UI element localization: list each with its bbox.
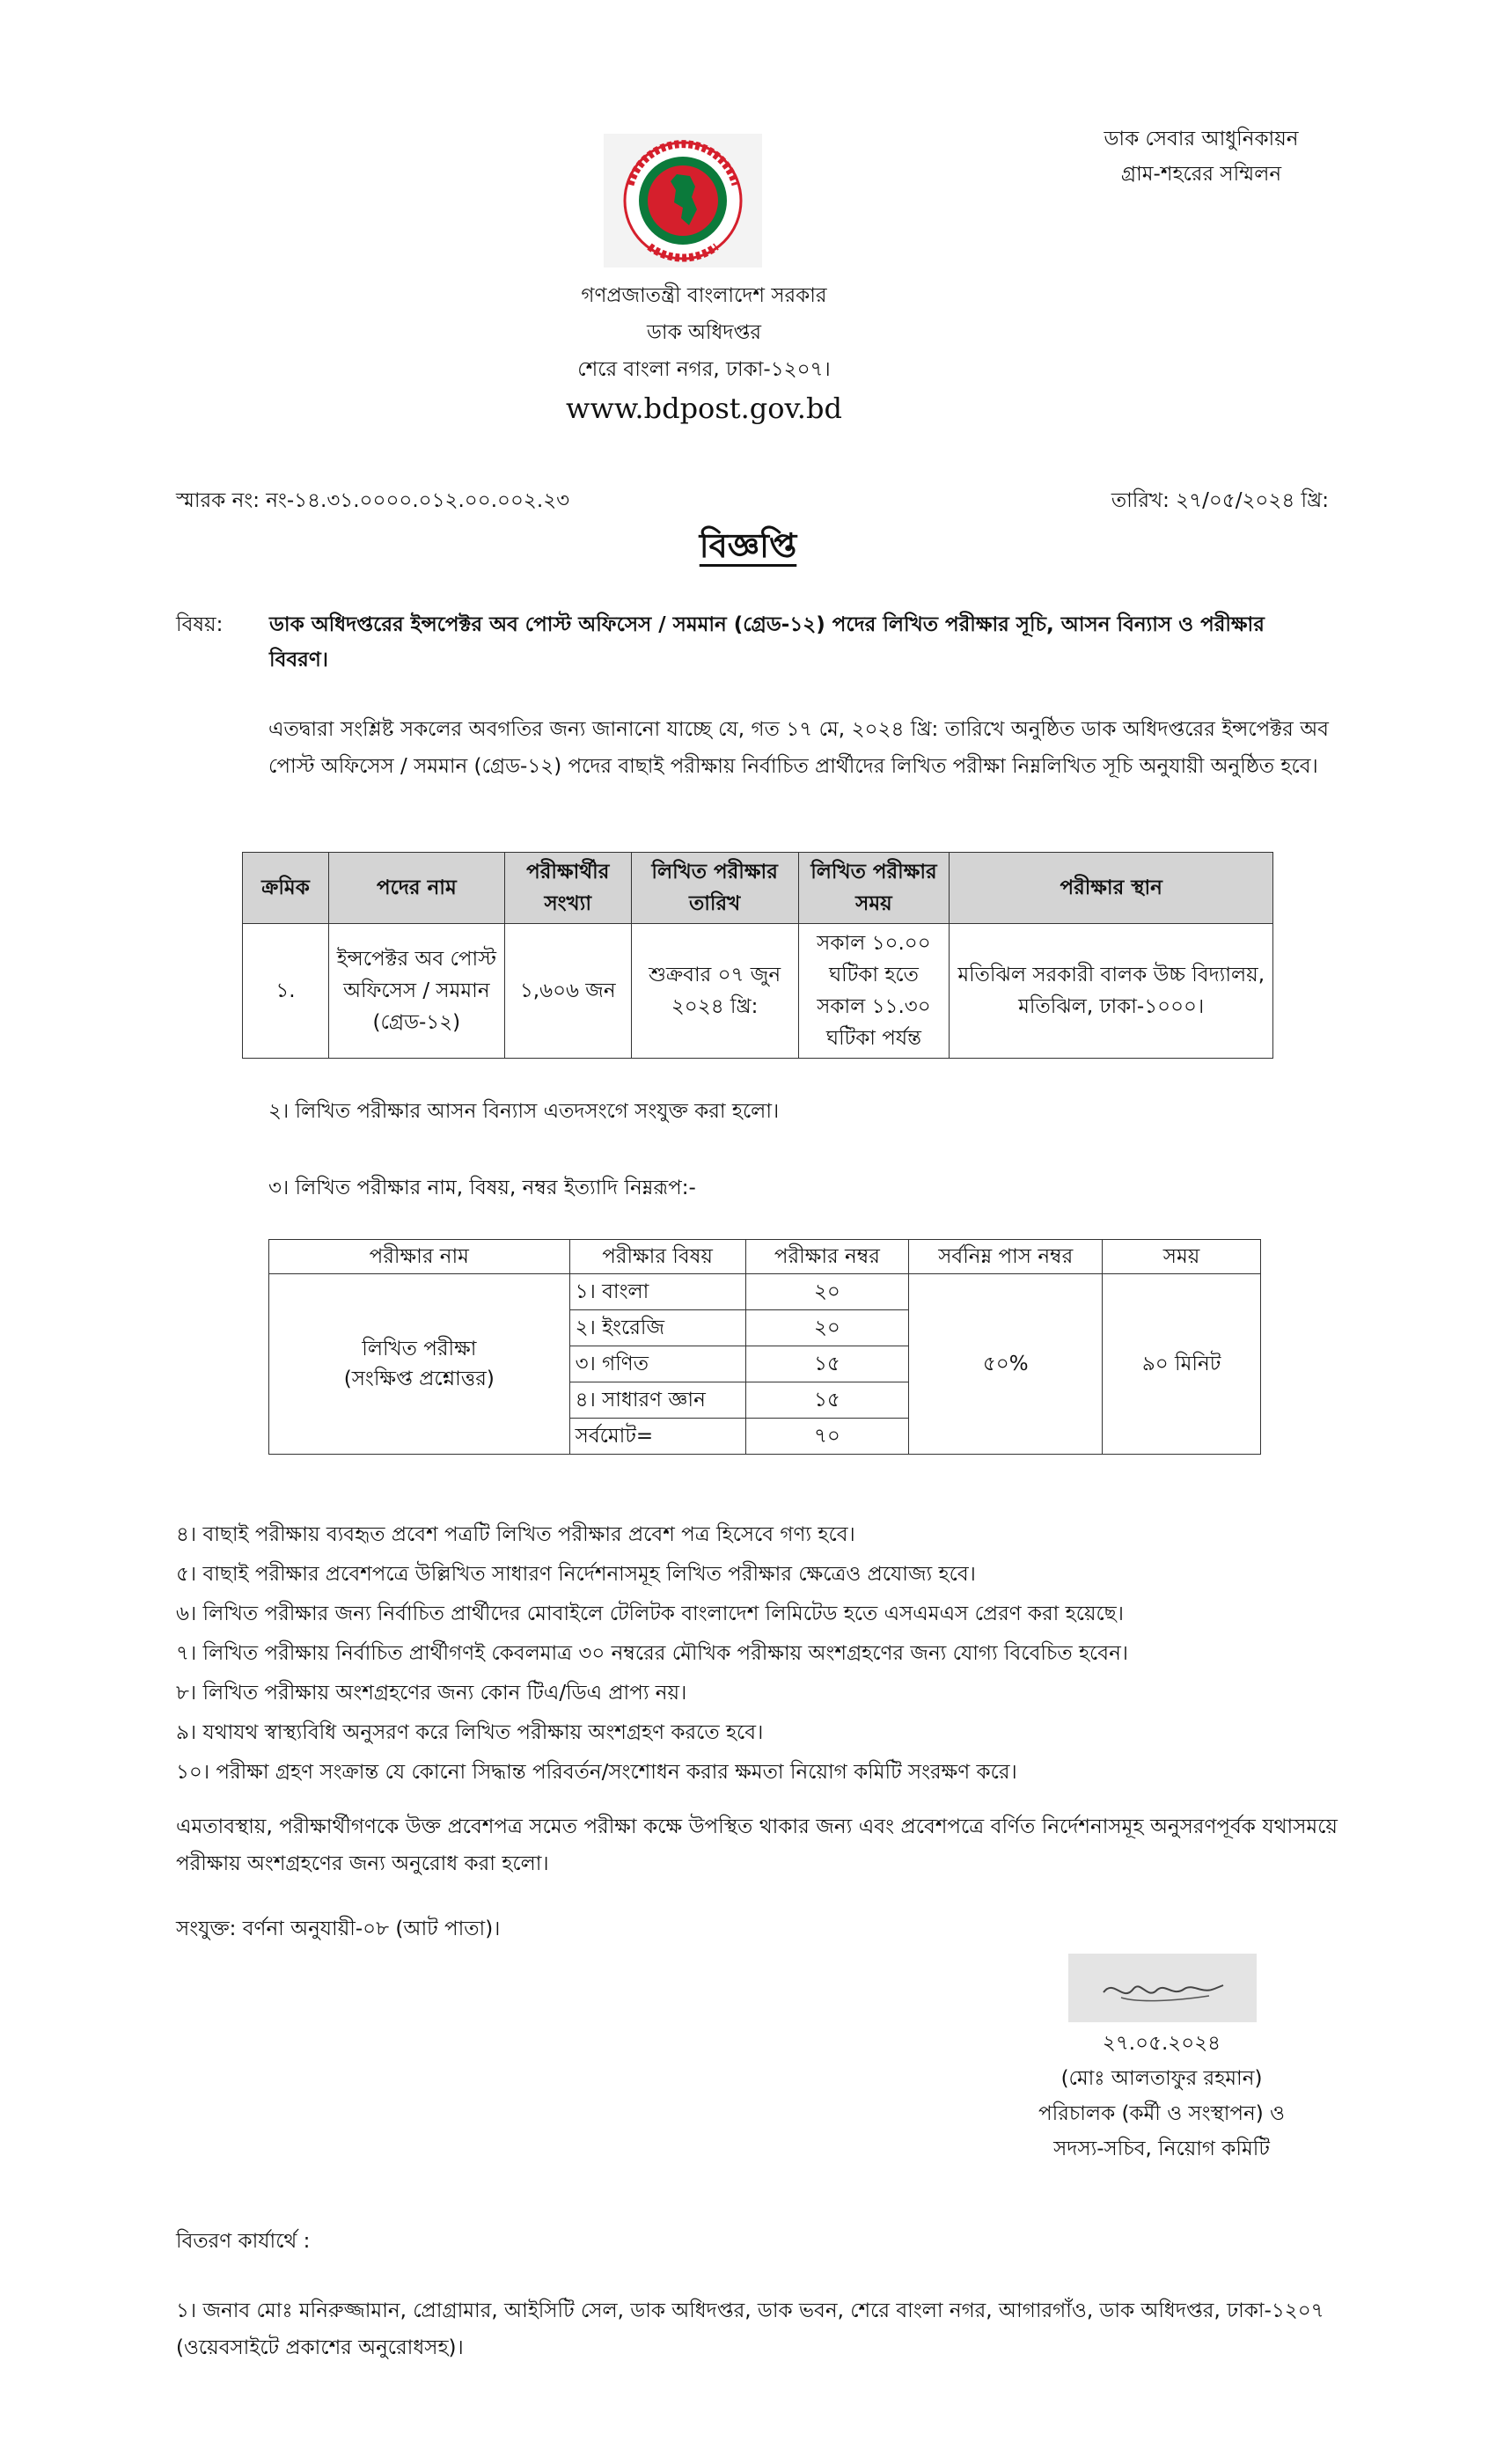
government-seal-logo bbox=[604, 134, 762, 268]
item-3: ৩। লিখিত পরীক্ষার নাম, বিষয়, নম্বর ইত্যাদি নিম্নরূপ:- bbox=[268, 1177, 696, 1199]
exam-schedule-table bbox=[242, 852, 1273, 1059]
cell-exam-name bbox=[269, 1274, 570, 1455]
cell-duration: ৯০ মিনিট bbox=[1103, 1274, 1261, 1455]
subject-block bbox=[176, 607, 1329, 678]
table-header-row bbox=[243, 853, 1273, 924]
cell-marks: ২০ bbox=[745, 1310, 909, 1346]
header-serial: ক্রমিক bbox=[243, 853, 329, 924]
cell-marks: ১৫ bbox=[745, 1346, 909, 1382]
cell-venue: মতিঝিল সরকারী বালক উচ্চ বিদ্যালয়, মতিঝিল, ঢাকা-১০০০। bbox=[950, 924, 1273, 1059]
exam-marks-table bbox=[268, 1239, 1261, 1455]
cell-subject: ৪। সাধারণ জ্ঞান bbox=[569, 1382, 745, 1419]
header-post: পদের নাম bbox=[328, 853, 504, 924]
notice-date: তারিখ: ২৭/০৫/২০২৪ খ্রি: bbox=[1111, 489, 1329, 512]
closing-paragraph: এমতাবস্থায়, পরীক্ষার্থীগণকে উক্ত প্রবেশপত্র সমেত পরীক্ষা কক্ষে উপস্থিত থাকার জন্য এবং প্রবেশপত্রে বর্ণিত নির্দেশনাসমূহ অনুসরণপূর্বক যথাসময়ে পরীক্ষায় অংশগ্রহণের জন্য অনুরোধ করা হলো। bbox=[176, 1815, 1338, 1875]
header-pass-marks: সর্বনিম্ন পাস নম্বর bbox=[909, 1240, 1103, 1274]
cell-subject: ৩। গণিত bbox=[569, 1346, 745, 1382]
list-item: ৪। বাছাই পরীক্ষায় ব্যবহৃত প্রবেশ পত্রটি লিখিত পরীক্ষার প্রবেশ পত্র হিসেবে গণ্য হবে। bbox=[176, 1523, 855, 1546]
cell-subject-total: সর্বমোট= bbox=[569, 1419, 745, 1455]
rules-list bbox=[176, 1515, 1338, 1793]
signatory-designation-2: সদস্য-সচিব, নিয়োগ কমিটি bbox=[1053, 2138, 1270, 2160]
header-exam-name: পরীক্ষার নাম bbox=[269, 1240, 570, 1274]
distribution-item: ১। জনাব মোঃ মনিরুজ্জামান, প্রোগ্রামার, আইসিটি সেল, ডাক অধিদপ্তর, ডাক ভবন, শেরে বাংলা নগর, আগারগাঁও, ডাক অধিদপ্তর, ঢাকা-১২০৭ (ওয়েবসাইটে প্রকাশের অনুরোধসহ)। bbox=[176, 2299, 1324, 2359]
list-item: ১০। পরীক্ষা গ্রহণ সংক্রান্ত যে কোনো সিদ্ধান্ত পরিবর্তন/সংশোধন করার ক্ষমতা নিয়োগ কমিটি সংরক্ষণ করে। bbox=[176, 1761, 1017, 1784]
header-exam-subject: পরীক্ষার বিষয় bbox=[569, 1240, 745, 1274]
subject-label: বিষয়: bbox=[176, 613, 224, 636]
cell-candidates: ১,৬০৬ জন bbox=[504, 924, 631, 1059]
cell-marks: ২০ bbox=[745, 1274, 909, 1310]
header-candidates: পরীক্ষার্থীর সংখ্যা bbox=[504, 853, 631, 924]
signature-image bbox=[1068, 1954, 1257, 2022]
cell-post: ইন্সপেক্টর অব পোস্ট অফিসেস / সমমান (গ্রেড-১২) bbox=[328, 924, 504, 1059]
intro-paragraph: এতদ্বারা সংশ্লিষ্ট সকলের অবগতির জন্য জানানো যাচ্ছে যে, গত ১৭ মে, ২০২৪ খ্রি: তারিখে অনুষ্ঠিত ডাক অধিদপ্তরের ইন্সপেক্টর অব পোস্ট অফিসেস / সমমান (গ্রেড-১২) পদের বাছাই পরীক্ষায় নির্বাচিত প্রার্থীদের লিখিত পরীক্ষা নিম্নলিখিত সূচি অনুযায়ী অনুষ্ঠিত হবে। bbox=[268, 718, 1329, 778]
org-address: শেরে বাংলা নগর, ঢাকা-১২০৭। bbox=[577, 358, 831, 381]
website-link[interactable]: www.bdpost.gov.bd bbox=[566, 392, 842, 425]
list-item: ৭। লিখিত পরীক্ষায় নির্বাচিত প্রার্থীগণই কেবলমাত্র ৩০ নম্বরের মৌখিক পরীক্ষায় অংশগ্রহণের জন্য যোগ্য বিবেচিত হবেন। bbox=[176, 1642, 1129, 1665]
cell-pass-marks: ৫০% bbox=[909, 1274, 1103, 1455]
slogan-line-2: গ্রাম-শহরের সম্মিলন bbox=[1120, 163, 1282, 186]
cell-marks: ১৫ bbox=[745, 1382, 909, 1419]
signatory-block bbox=[968, 2026, 1355, 2167]
cell-subject: ১। বাংলা bbox=[569, 1274, 745, 1310]
cell-exam-date: শুক্রবার ০৭ জুন ২০২৪ খ্রি: bbox=[631, 924, 798, 1059]
exam-name-line-1: লিখিত পরীক্ষা bbox=[362, 1338, 477, 1360]
slogan bbox=[1052, 121, 1351, 192]
header-exam-marks: পরীক্ষার নম্বর bbox=[745, 1240, 909, 1274]
cell-subject: ২। ইংরেজি bbox=[569, 1310, 745, 1346]
slogan-line-1: ডাক সেবার আধুনিকায়ন bbox=[1104, 128, 1299, 150]
item-2: ২। লিখিত পরীক্ষার আসন বিন্যাস এতদসংগে সংযুক্ত করা হলো। bbox=[268, 1100, 780, 1123]
distribution-heading: বিতরণ কার্যার্থে : bbox=[176, 2230, 311, 2253]
organization-address bbox=[396, 277, 1012, 429]
header-venue: পরীক্ষার স্থান bbox=[950, 853, 1273, 924]
header-exam-date: লিখিত পরীক্ষার তারিখ bbox=[631, 853, 798, 924]
list-item: ৫। বাছাই পরীক্ষার প্রবেশপত্রে উল্লিখিত সাধারণ নির্দেশনাসমূহ লিখিত পরীক্ষার ক্ষেত্রেও প্রযোজ্য হবে। bbox=[176, 1563, 976, 1586]
header-duration: সময় bbox=[1103, 1240, 1261, 1274]
signature-date: ২৭.০৫.২০২৪ bbox=[1102, 2032, 1221, 2055]
subject-text: ডাক অধিদপ্তরের ইন্সপেক্টর অব পোস্ট অফিসেস / সমমান (গ্রেড-১২) পদের লিখিত পরীক্ষার সূচি, আসন বিন্যাস ও পরীক্ষার বিবরণ। bbox=[269, 613, 1265, 671]
department-name: ডাক অধিদপ্তর bbox=[646, 321, 762, 344]
list-item: ৬। লিখিত পরীক্ষার জন্য নির্বাচিত প্রার্থীদের মোবাইলে টেলিটক বাংলাদেশ লিমিটেড হতে এসএমএস প্রেরণ করা হয়েছে। bbox=[176, 1602, 1124, 1625]
list-item: ৮। লিখিত পরীক্ষায় অংশগ্রহণের জন্য কোন টিএ/ডিএ প্রাপ্য নয়। bbox=[176, 1682, 687, 1705]
cell-marks-total: ৭০ bbox=[745, 1419, 909, 1455]
memo-number: স্মারক নং: নং-১৪.৩১.০০০০.০১২.০০.০০২.২৩ bbox=[176, 489, 570, 512]
signatory-name: (মোঃ আলতাফুর রহমান) bbox=[1060, 2067, 1263, 2090]
enclosure-note: সংযুক্ত: বর্ণনা অনুযায়ী-০৮ (আট পাতা)। bbox=[176, 1918, 501, 1940]
table-row bbox=[269, 1274, 1261, 1310]
notice-title-text: বিজ্ঞপ্তি bbox=[699, 526, 797, 565]
cell-exam-time: সকাল ১০.০০ ঘটিকা হতে সকাল ১১.৩০ ঘটিকা পর্যন্ত bbox=[798, 924, 950, 1059]
table-header-row bbox=[269, 1240, 1261, 1274]
header-exam-time: লিখিত পরীক্ষার সময় bbox=[798, 853, 950, 924]
notice-title bbox=[0, 521, 1496, 571]
cell-serial: ১. bbox=[243, 924, 329, 1059]
signatory-designation-1: পরিচালক (কর্মী ও সংস্থাপন) ও bbox=[1038, 2102, 1285, 2125]
exam-name-line-2: (সংক্ষিপ্ত প্রশ্নোত্তর) bbox=[343, 1368, 495, 1390]
table-row bbox=[243, 924, 1273, 1059]
org-name: গণপ্রজাতন্ত্রী বাংলাদেশ সরকার bbox=[581, 284, 827, 307]
list-item: ৯। যথাযথ স্বাস্থ্যবিধি অনুসরণ করে লিখিত পরীক্ষায় অংশগ্রহণ করতে হবে। bbox=[176, 1721, 764, 1744]
